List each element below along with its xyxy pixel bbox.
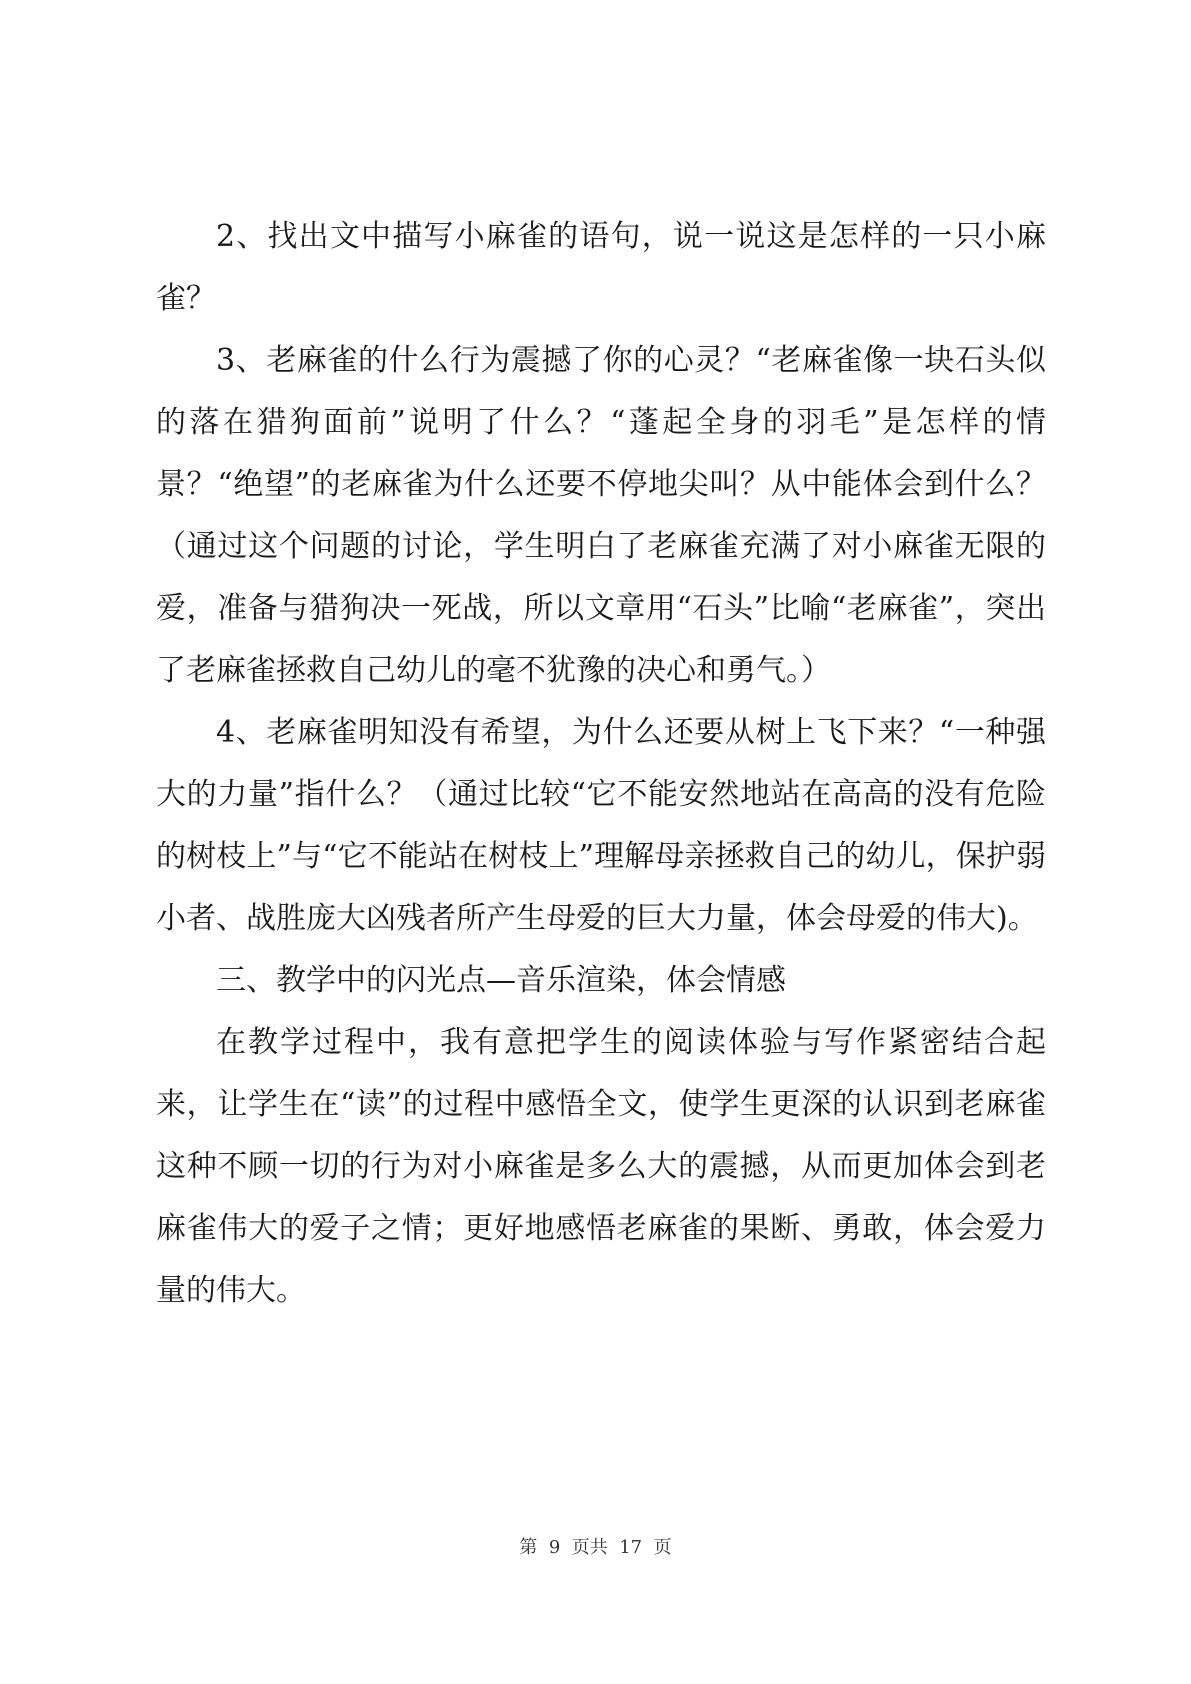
document-body — [156, 206, 1046, 1322]
paragraph-question-3: 3、老麻雀的什么行为震撼了你的心灵？“老麻雀像一块石头似的落在猎狗面前”说明了什么？“蓬起全身的羽毛”是怎样的情景？“绝望”的老麻雀为什么还要不停地尖叫？从中能体会到什么？（通过这个问题的讨论，学生明白了老麻雀充满了对小麻雀无限的爱，准备与猎狗决一死战，所以文章用“石头”比喻“老麻雀”，突出了老麻雀拯救自己幼儿的毫不犹豫的决心和勇气。） — [156, 343, 1046, 688]
page-number-footer: 第 9 页共 17 页 — [519, 1537, 672, 1558]
paragraph-question-4: 4、老麻雀明知没有希望，为什么还要从树上飞下来？“一种强大的力量”指什么？（通过比较“它不能安然地站在高高的没有危险的树枝上”与“它不能站在树枝上”理解母亲拯救自己的幼儿，保护弱小者、战胜庞大凶残者所产生母爱的巨大力量，体会母爱的伟大)。 — [156, 715, 1046, 936]
paragraph-reflection: 在教学过程中，我有意把学生的阅读体验与写作紧密结合起来，让学生在“读”的过程中感悟全文，使学生更深的认识到老麻雀这种不顾一切的行为对小麻雀是多么大的震撼，从而更加体会到老麻雀伟大的爱子之情；更好地感悟老麻雀的果断、勇敢，体会爱力量的伟大。 — [156, 1025, 1046, 1308]
paragraph-question-2: 2、找出文中描写小麻雀的语句，说一说这是怎样的一只小麻雀？ — [156, 219, 1046, 316]
section-heading: 三、教学中的闪光点—音乐渲染，体会情感 — [216, 963, 786, 998]
